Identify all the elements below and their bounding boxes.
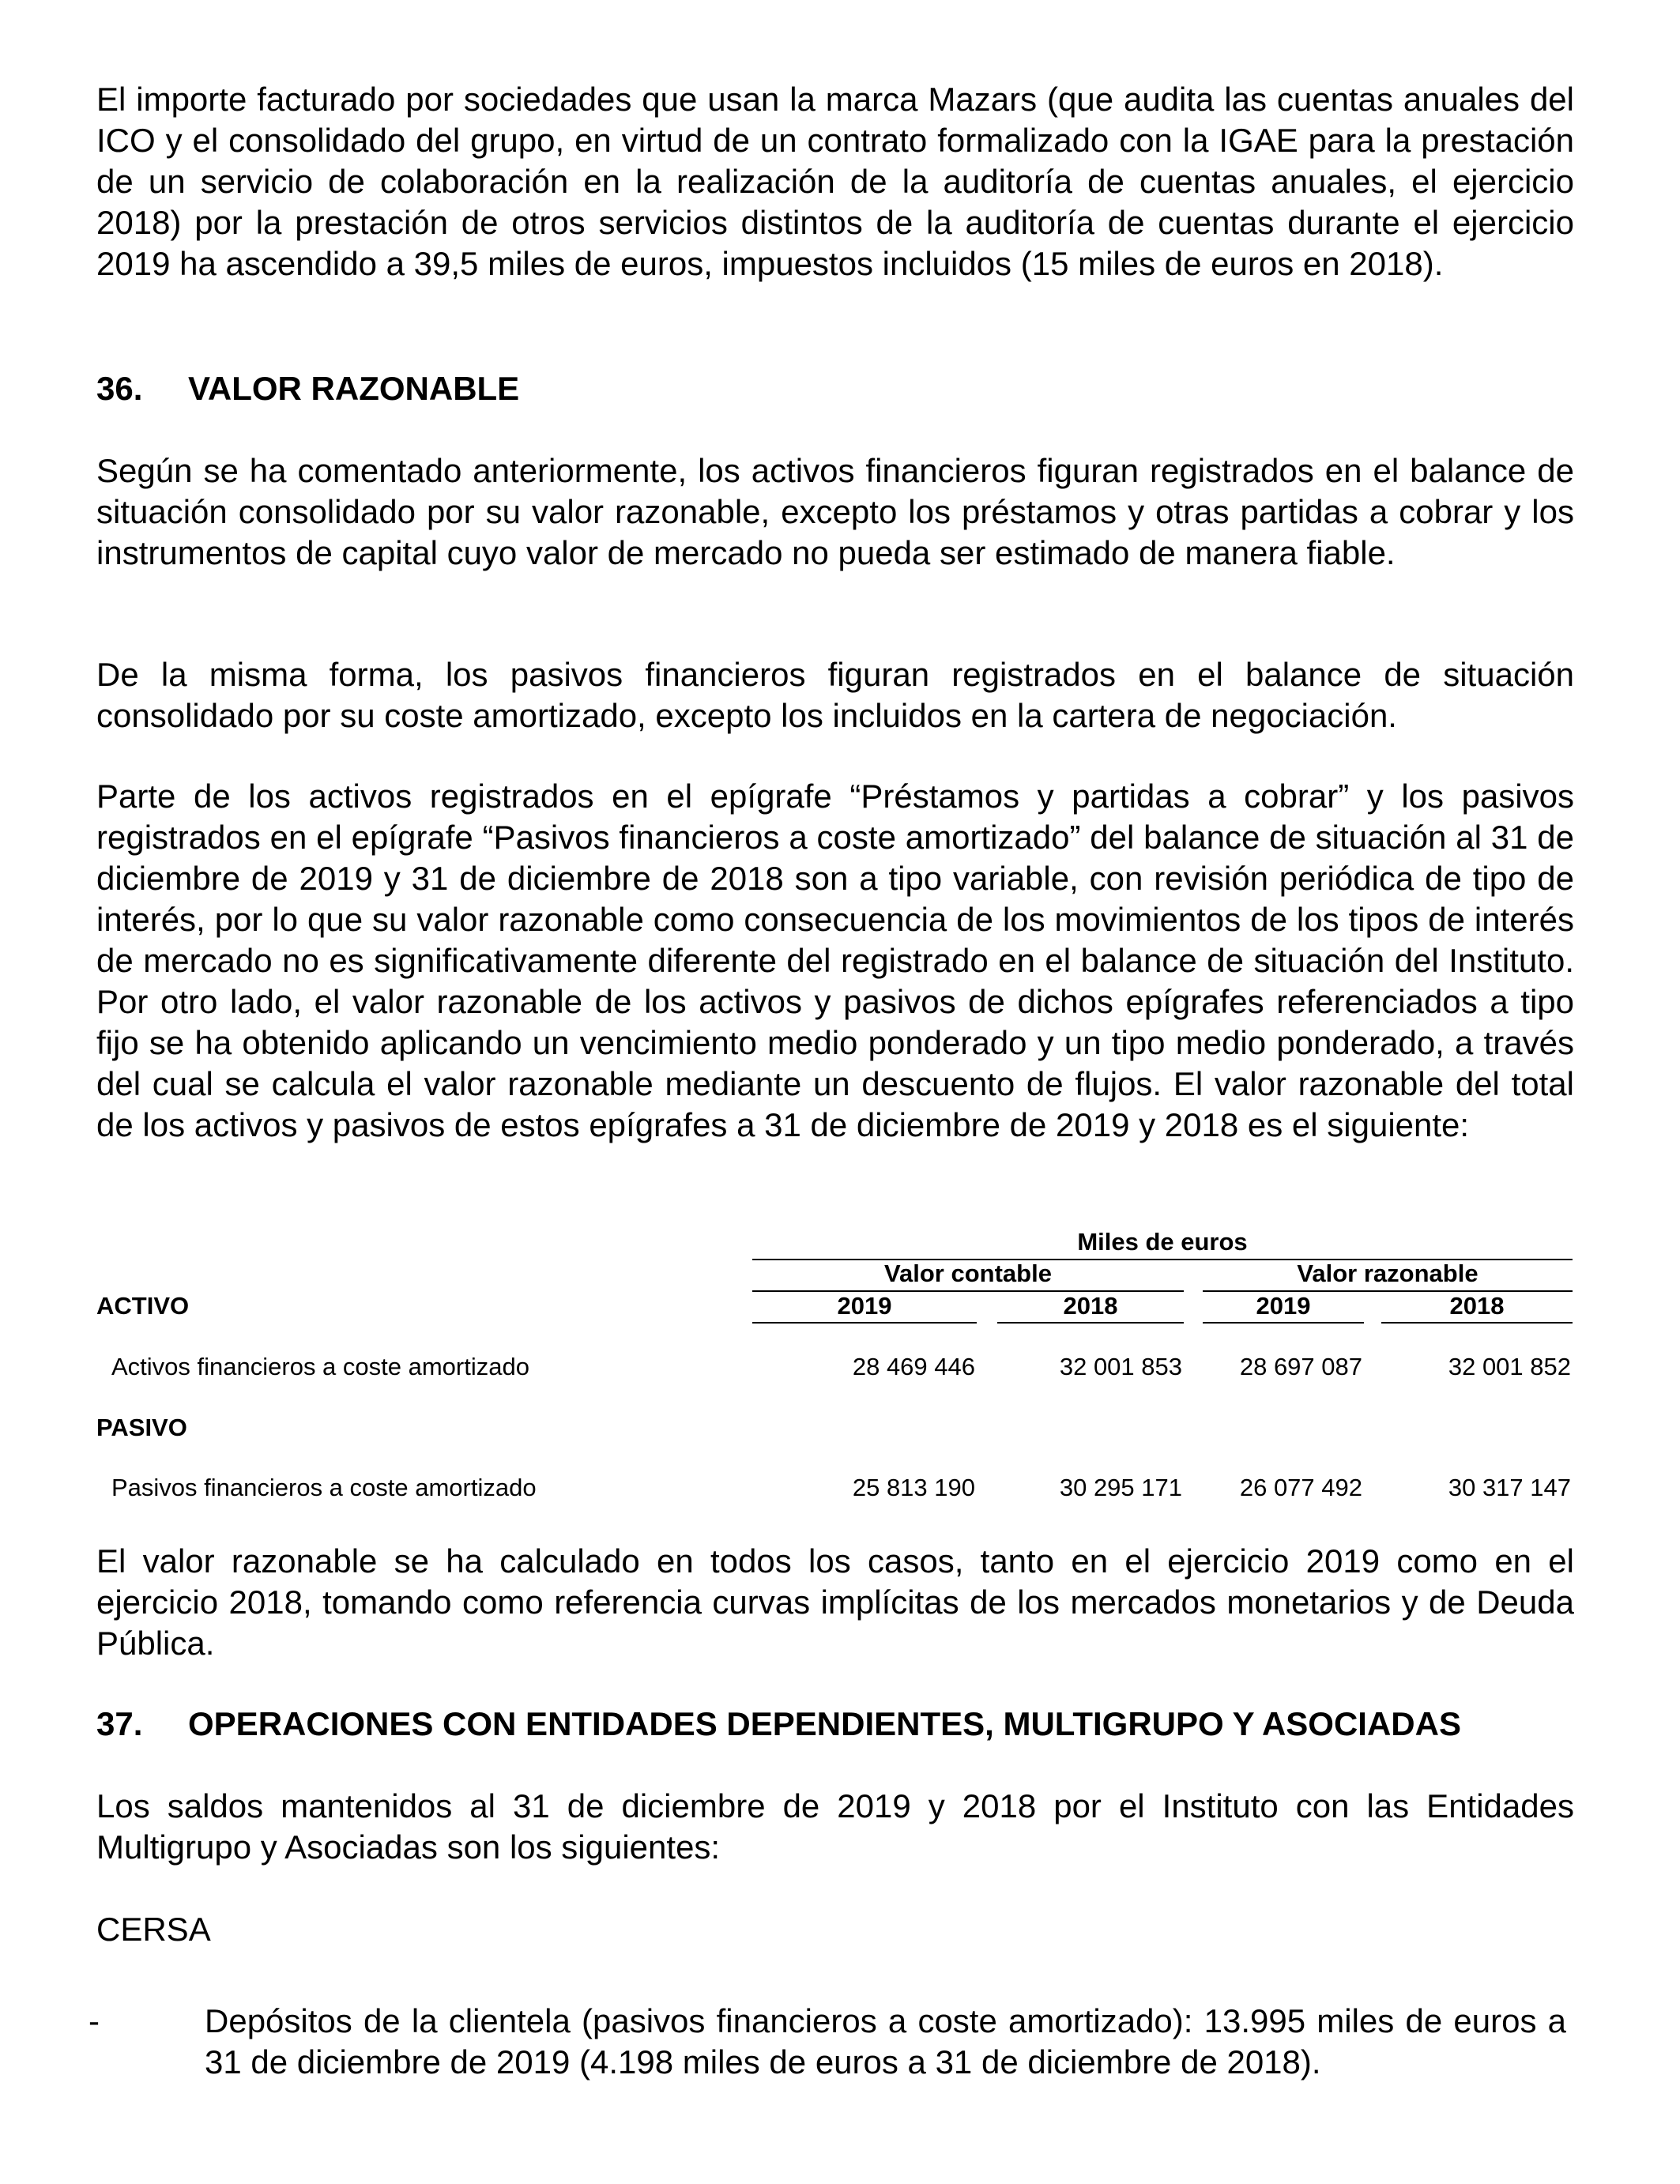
paragraph-saldos: Los saldos mantenidos al 31 de diciembre de 2019 y 2018 por el Instituto con las Entidades Multigrupo y Asociadas son los siguientes: [96, 1787, 1574, 1866]
table-cell: 28 697 087 [1239, 1353, 1362, 1380]
table-year-razonable-2019: 2019 [1256, 1292, 1311, 1320]
table-pasivo-label: PASIVO [96, 1414, 187, 1441]
table-cell: 32 001 852 [1448, 1353, 1571, 1380]
table-activo-label: ACTIVO [96, 1292, 190, 1320]
paragraph-cersa: CERSA [96, 1911, 211, 1948]
table-rule-year-2 [997, 1322, 1184, 1324]
table-year-contable-2019: 2019 [837, 1292, 892, 1320]
bullet-marker: - [89, 2002, 100, 2039]
table-row-label: Activos financieros a coste amortizado [111, 1353, 529, 1380]
paragraph-valor-calculado: El valor razonable se ha calculado en todos los casos, tanto en el ejercicio 2019 como en el ejercicio 2018, tomando como referencia curvas implícitas de los mercados monetarios y de Deuda Pública. [96, 1542, 1574, 1662]
section-number: 37. [96, 1705, 143, 1742]
section-number: 36. [96, 370, 143, 407]
table-cell: 26 077 492 [1239, 1474, 1362, 1501]
table-cell: 25 813 190 [852, 1474, 975, 1501]
table-rule-year-3 [1203, 1322, 1364, 1324]
paragraph-activos-financieros: Según se ha comentado anteriormente, los activos financieros figuran registrados en el balance de situación consolidado por su valor razonable, excepto los préstamos y otras partidas a cobrar y los instrumentos de capital cuyo valor de mercado no pueda ser estimado de manera fiable. [96, 452, 1574, 571]
section-title: VALOR RAZONABLE [188, 370, 520, 407]
paragraph-pasivos-financieros: De la misma forma, los pasivos financieros figuran registrados en el balance de situación consolidado por su coste amortizado, excepto los incluidos en la cartera de negociación. [96, 656, 1574, 734]
table-cell: 32 001 853 [1059, 1353, 1182, 1380]
table-cell: 30 317 147 [1448, 1474, 1571, 1501]
table-year-contable-2018: 2018 [1063, 1292, 1118, 1320]
table-rule-year-1 [752, 1322, 977, 1324]
table-group-valor-razonable: Valor razonable [1297, 1260, 1478, 1287]
section-title: OPERACIONES CON ENTIDADES DEPENDIENTES, MULTIGRUPO Y ASOCIADAS [188, 1705, 1461, 1742]
section-heading-36 [96, 368, 1574, 409]
table-rule-year-4 [1381, 1322, 1573, 1324]
table-group-valor-contable: Valor contable [884, 1260, 1052, 1287]
bullet-text: Depósitos de la clientela (pasivos financieros a coste amortizado): 13.995 miles de euros a 31 de diciembre de 2019 (4.198 miles de euros a 31 de diciembre de 2018). [205, 2002, 1566, 2080]
paragraph-mazars-fees: El importe facturado por sociedades que usan la marca Mazars (que audita las cuentas anuales del ICO y el consolidado del grupo, en virtud de un contrato formalizado con la IGAE para la prestación de un servicio de colaboración en la realización de la auditoría de cuentas anuales, el ejercicio 2018) por la prestación de otros servicios distintos de la auditoría de cuentas durante el ejercicio 2019 ha ascendido a 39,5 miles de euros, impuestos incluidos (15 miles de euros en 2018). [96, 81, 1574, 282]
table-cell: 30 295 171 [1059, 1474, 1182, 1501]
table-cell: 28 469 446 [852, 1353, 975, 1380]
table-year-razonable-2018: 2018 [1449, 1292, 1505, 1320]
paragraph-tipo-variable: Parte de los activos registrados en el epígrafe “Préstamos y partidas a cobrar” y los pasivos registrados en el epígrafe “Pasivos financieros a coste amortizado” del balance de situación al 31 de diciembre de 2019 y 31 de diciembre de 2018 son a tipo variable, con revisión periódica de tipo de interés, por lo que su valor razonable como consecuencia de los movimientos de los tipos de interés de mercado no es significativamente diferente del registrado en el balance de situación del Instituto. Por otro lado, el valor razonable de los activos y pasivos de dichos epígrafes referenciados a tipo fijo se ha obtenido aplicando un vencimiento medio ponderado y un tipo medio ponderado, a través del cual se calcula el valor razonable mediante un descuento de flujos. El valor razonable del total de los activos y pasivos de estos epígrafes a 31 de diciembre de 2019 y 2018 es el siguiente: [96, 778, 1574, 1143]
section-heading-37 [96, 1704, 1574, 1745]
table-row-label: Pasivos financieros a coste amortizado [111, 1474, 537, 1501]
table-unit-header: Miles de euros [1077, 1228, 1248, 1256]
